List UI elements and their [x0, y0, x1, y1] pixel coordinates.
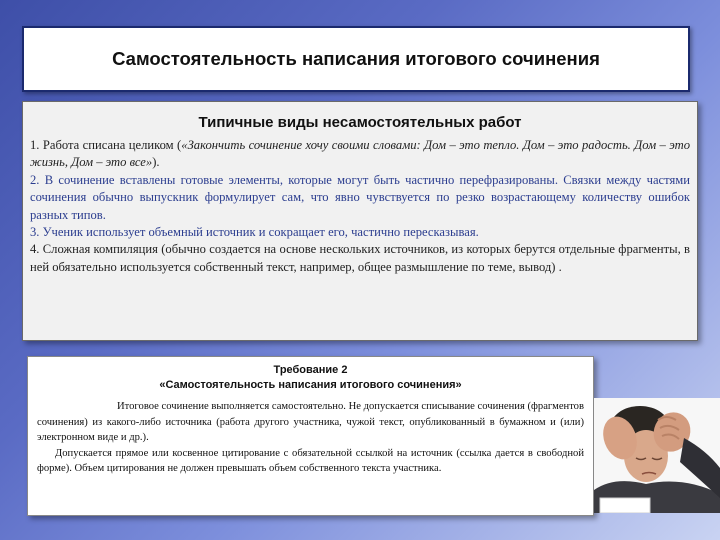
- requirement-paragraph-2-text: Допускается прямое или косвенное цитирование с обязательной ссылкой на источник (ссылка дается в свободной форме). Объем цитирования не должен превышать объем собственного текста участника.: [37, 447, 584, 474]
- list-item-2: 2. В сочинение вставлены готовые элементы, которые могут быть частично перефразированы. Связки между частями сочинения обычно выпускник формулирует сам, что явно чувствуется по резко возрастающему количеству ошибок разных типов.: [30, 172, 690, 222]
- requirement-number: Требование 2: [273, 364, 348, 376]
- typical-works-heading: Типичные виды несамостоятельных работ: [198, 114, 522, 131]
- slide-title: Самостоятельность написания итогового сочинения: [112, 48, 600, 69]
- stressed-student-illustration: [594, 398, 720, 513]
- slide-title-box: [22, 26, 690, 92]
- requirement-paragraph-2: [37, 446, 584, 477]
- requirement-title: «Самостоятельность написания итогового сочинения»: [159, 379, 462, 391]
- list-item-1-end: ).: [152, 155, 160, 170]
- list-item-4: 4. Сложная компиляция (обычно создается на основе нескольких источников, из которых берутся отдельные фрагменты, в ней обязательно используется собственный текст, например, общее размышление по теме, вывод) .: [30, 242, 690, 274]
- requirement-paragraph-1: [37, 399, 584, 446]
- stressed-student-photo: [594, 398, 720, 513]
- list-item-1-quote: «Закончить сочинение хочу своими словами: Дом – это тепло. Дом – это радость. Дом – это жизнь, Дом – это все»: [30, 138, 691, 170]
- requirement-paragraph-1-text: Итоговое сочинение выполняется самостоятельно. Не допускается списывание сочинения (фрагментов сочинения) из какого-либо источника (работа другого участника, чужой текст, опубликованный в бумажном и (или) электронном виде и др.).: [37, 401, 584, 443]
- list-item-1-lead: 1. Работа списана целиком (: [30, 138, 182, 152]
- list-item-3: 3. Ученик использует объемный источник и сокращает его, частично пересказывая.: [30, 225, 479, 240]
- requirement-panel: [27, 356, 594, 516]
- list-item-1: [30, 137, 690, 172]
- typical-works-panel: [22, 101, 698, 341]
